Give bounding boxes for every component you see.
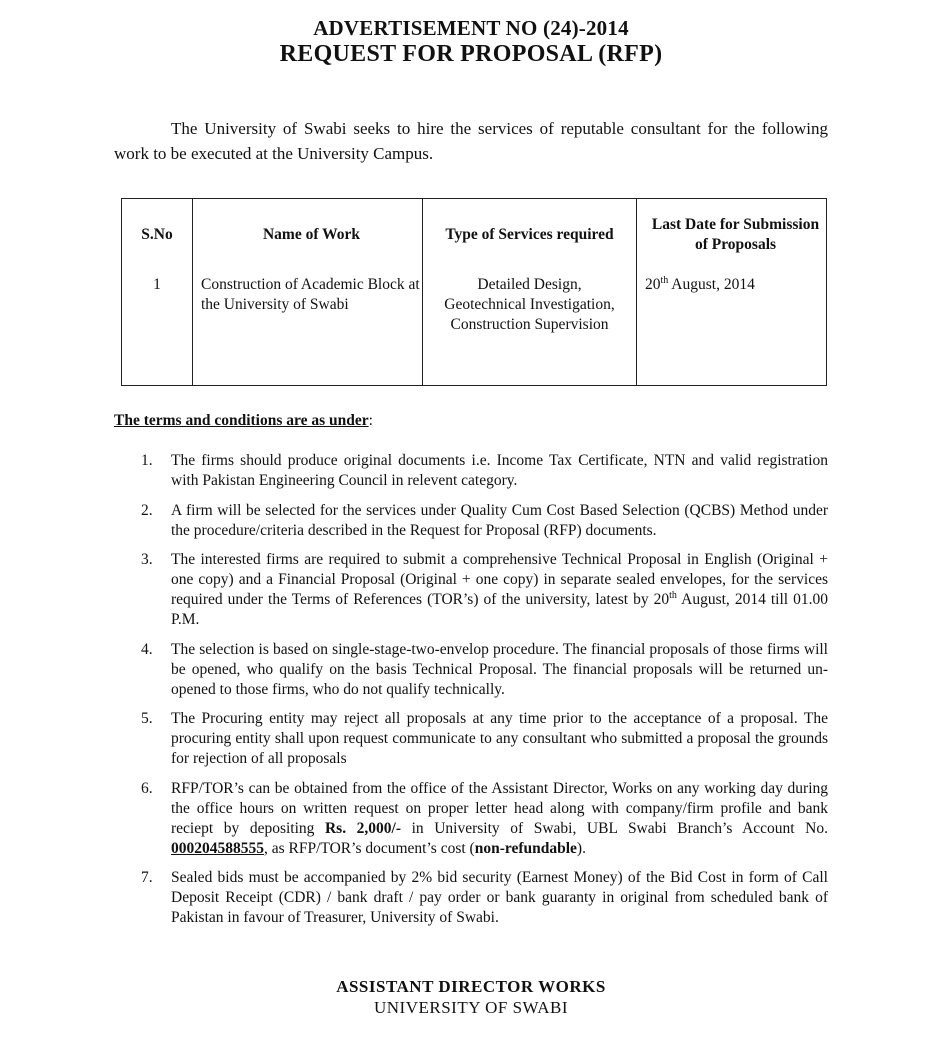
- item-number: 2.: [141, 501, 153, 519]
- list-item: [114, 451, 828, 491]
- item-text: The interested firms are required to submit a comprehensive Technical Proposal in English (Original + one copy) and a Financial Proposal (Original + one copy) in separate sealed envelopes, for the services required under the Terms of References (TOR’s) of the university, latest by 20: [171, 551, 828, 608]
- item-number: 5.: [141, 710, 153, 727]
- item-text-end: ).: [576, 839, 586, 857]
- list-item: [114, 550, 828, 630]
- cell-type-of-services: [423, 271, 637, 386]
- advertisement-number: ADVERTISEMENT NO (24)-2014: [313, 16, 629, 40]
- cell-sno: 1: [122, 271, 193, 386]
- date-day: 20: [645, 276, 661, 293]
- service-line-1: Detailed Design,: [477, 276, 582, 293]
- item-text: RFP/TOR’s can be obtained from the office of the Assistant Director, Works on any working day during the office hours on written request on proper letter head along with company/firm profile and bank reciept by depositing: [171, 779, 828, 837]
- signatory-title: ASSISTANT DIRECTOR WORKS: [336, 977, 606, 996]
- list-item: [114, 779, 828, 859]
- item-text-mid2: , as RFP/TOR’s document’s cost (: [264, 839, 475, 857]
- cell-last-date: [637, 271, 827, 386]
- item-number: 1.: [141, 452, 153, 469]
- list-item: [114, 868, 828, 928]
- header-name-of-work: Name of Work: [193, 199, 423, 272]
- list-item: [114, 640, 828, 700]
- item-number: 7.: [141, 869, 153, 886]
- non-refundable-note: non-refundable: [474, 839, 577, 857]
- page-title: REQUEST FOR PROPOSAL (RFP): [279, 41, 663, 67]
- cell-name-of-work: Construction of Academic Block at the University of Swabi: [193, 271, 423, 386]
- fee-amount: Rs. 2,000/-: [324, 819, 402, 837]
- item-text: The selection is based on single-stage-two-envelop procedure. The financial proposals of those firms will be opened, who qualify on the basis Technical Proposal. The financial proposals will be returned un-opened to those firms, who do not qualify technically.: [171, 640, 828, 698]
- account-number: 000204588555: [171, 839, 264, 857]
- work-table: [121, 198, 827, 386]
- item-text-end: August, 2014 till 01.00 P.M.: [171, 591, 829, 628]
- list-item: [114, 709, 828, 769]
- list-item: [114, 501, 828, 541]
- header-last-date: Last Date for Submission of Proposals: [637, 199, 827, 272]
- service-line-3: Construction Supervision: [450, 316, 609, 333]
- date-rest: August, 2014: [668, 276, 755, 293]
- item-text: The firms should produce original documents i.e. Income Tax Certificate, NTN and valid registration with Pakistan Engineering Council in relevent category.: [171, 452, 828, 489]
- item-ordinal: th: [669, 589, 677, 601]
- item-text: A firm will be selected for the services under Quality Cum Cost Based Selection (QCBS) Method under the procedure/criteria described in the Request for Proposal (RFP) documents.: [171, 501, 828, 539]
- terms-heading-text: The terms and conditions are as under: [114, 412, 369, 429]
- date-ordinal: th: [660, 274, 669, 286]
- item-number: 6.: [141, 779, 153, 797]
- terms-list: [114, 451, 828, 938]
- header-type-of-services: Type of Services required: [423, 199, 637, 272]
- item-text: The Procuring entity may reject all proposals at any time prior to the acceptance of a proposal. The procuring entity shall upon request communicate to any consultant who submitted a proposal the grounds for rejection of all proposals: [171, 710, 828, 767]
- terms-heading: [114, 412, 373, 430]
- table-row: [122, 271, 827, 386]
- item-number: 3.: [141, 551, 153, 568]
- intro-paragraph: The University of Swabi seeks to hire the services of reputable consultant for the following work to be executed at the University Campus.: [114, 119, 828, 163]
- service-line-2: Geotechnical Investigation,: [444, 296, 615, 313]
- item-number: 4.: [141, 640, 153, 658]
- signatory-organization: UNIVERSITY OF SWABI: [374, 998, 568, 1017]
- header-sno: S.No: [122, 199, 193, 272]
- terms-heading-colon: :: [368, 412, 373, 429]
- table-header-row: [122, 199, 827, 272]
- item-text-mid: in University of Swabi, UBL Swabi Branch’s Account No.: [401, 819, 828, 837]
- item-text: Sealed bids must be accompanied by 2% bid security (Earnest Money) of the Bid Cost in form of Call Deposit Receipt (CDR) / bank draft / pay order or bank guaranty in original from scheduled bank of Pakistan in favour of Treasurer, University of Swabi.: [171, 869, 828, 926]
